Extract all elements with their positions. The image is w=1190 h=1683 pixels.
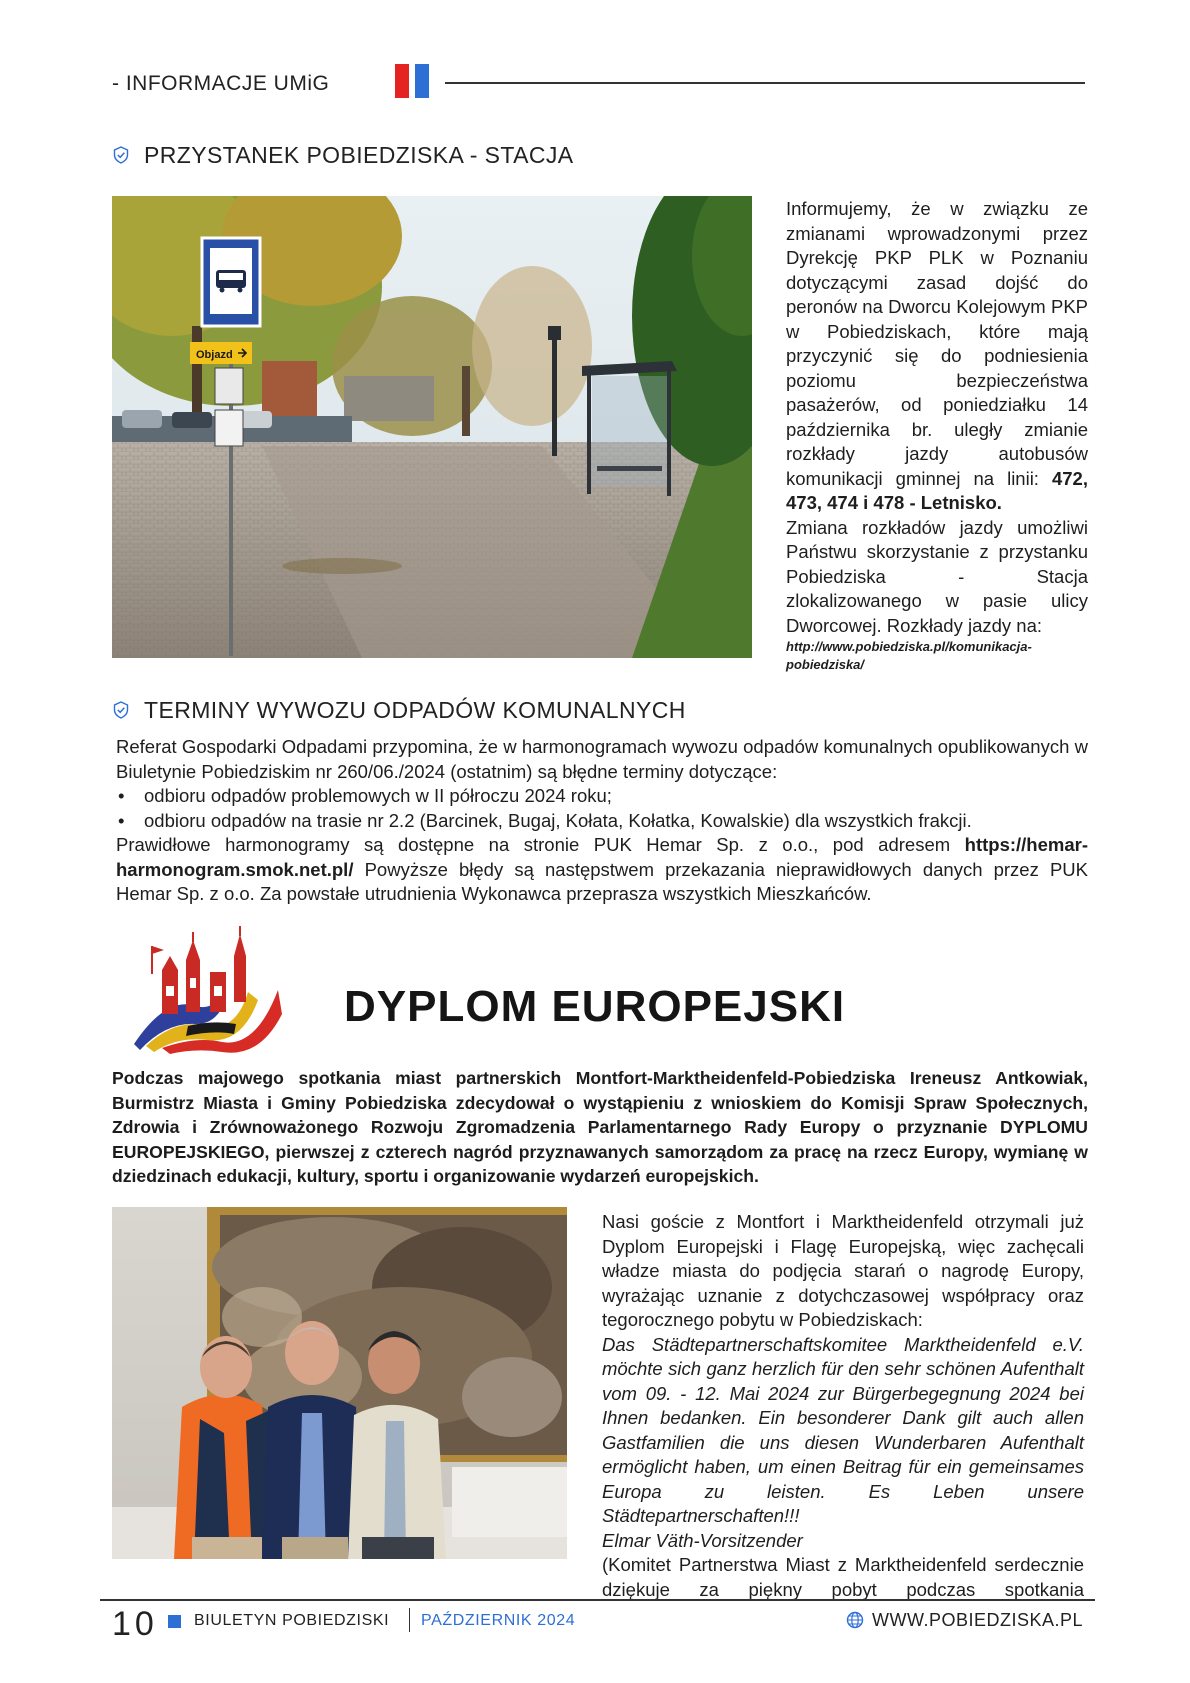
- lead-text: Podczas majowego spotkania miast partnerskich Montfort-Marktheidenfeld-Pobiedziska Ireneusz Antkowiak, Burmistrz Miasta i Gminy Pobiedziska zdecydował o wystąpieniu z wnioskiem do Komisji Spraw Społecznych, Zdrowia i Zrównoważonego Rozwoju Zgromadzenia Parlamentarnego Rady Europy o przyznanie DYPLOMU EUROPEJSKIEGO, pierwszej z czterech nagród przyznawanych samorządom za pracę na rzecz Europy, wymianę w dziedzinach edukacji, kultury, sportu i organizowanie wydarzeń europejskich.: [112, 1068, 1088, 1186]
- guests-para2: (Komitet Partnerstwa Miast z Marktheidenfeld serdecznie dziękuje za piękny pobyt podczas spotkania: [602, 1554, 1084, 1600]
- globe-icon: [846, 1611, 864, 1629]
- section-heading-odpady: [112, 697, 912, 727]
- waste-intro: Referat Gospodarki Odpadami przypomina, że w harmonogramach wywozu odpadów komunalnych opublikowanych w Biuletynie Pobiedziskim nr 260/06./2024 (ostatnim) są błędne terminy dotyczące:: [116, 736, 1088, 782]
- guests-para1: Nasi goście z Montfort i Marktheidenfeld otrzymali już Dyplom Europejski i Flagę Europejską, więc zachęcali władze miasta do podjęcia starań o nagrodę Europy, wyrażając uznanie z dotychczasowej współpracy oraz tegorocznego pobytu w Pobiedziskach:: [602, 1211, 1084, 1330]
- article-title: DYPLOM EUROPEJSKI: [344, 982, 846, 1031]
- waste-info-text: [116, 735, 1088, 907]
- publication-name: BIULETYN POBIEDZISKI: [194, 1612, 390, 1629]
- guests-text: [602, 1210, 1084, 1602]
- harmonogram-link[interactable]: https://hemar-harmonogram.smok.net.pl/: [116, 834, 1088, 880]
- partner-cities-logo: [126, 926, 284, 1054]
- list-item: • odbioru odpadów na trasie nr 2.2 (Barcinek, Bugaj, Kołata, Kołatka, Kowalskie) dla wszystkich frakcji.: [116, 809, 1088, 834]
- letter-signature: Elmar Väth-Vorsitzender: [602, 1529, 803, 1551]
- website-link[interactable]: WWW.POBIEDZISKA.PL: [872, 1610, 1084, 1630]
- bus-lines: 472, 473, 474 i 478 - Letnisko.: [786, 467, 1088, 513]
- waste-outro-a: Prawidłowe harmonogramy są dostępne na stronie PUK Hemar Sp. z o.o., pod adresem: [116, 834, 951, 855]
- list-item: • odbioru odpadów problemowych w II półroczu 2024 roku;: [116, 784, 1088, 809]
- flag-mark: [395, 64, 431, 98]
- page-number: 10: [112, 1605, 158, 1643]
- bus-info-para1: Informujemy, że w związku ze zmianami wprowadzonymi przez Dyrekcję PKP PLK w Poznaniu dotyczącymi zasad dojść do peronów na Dworcu Kolejowym PKP w Pobiedziskach, które mają przyczynić się do podniesienia poziomu bezpieczeństwa pasażerów, od poniedziałku 14 października br. uległy zmianie rozkłady jazdy autobusów komunikacji gminnej na linii:: [786, 198, 1088, 489]
- bus-info-text: [786, 197, 1088, 674]
- check-shield-icon: [112, 701, 130, 719]
- timetable-link[interactable]: http://www.pobiedziska.pl/komunikacja-pobiedziska/: [786, 639, 1032, 672]
- guests-photo: [112, 1207, 567, 1559]
- section-title: PRZYSTANEK POBIEDZISKA - STACJA: [144, 142, 574, 168]
- section-heading-przystanek: [112, 142, 812, 172]
- article-lead: [112, 1066, 1088, 1189]
- check-shield-icon: [112, 146, 130, 164]
- header-rule: [445, 82, 1085, 84]
- section-title: TERMINY WYWOZU ODPADÓW KOMUNALNYCH: [144, 697, 686, 723]
- detour-sign-label: Objazd: [196, 349, 233, 361]
- footer-rule: [100, 1599, 1095, 1601]
- waste-bullet-list: [116, 784, 1088, 833]
- footer-separator: [409, 1608, 410, 1632]
- footer-square: [168, 1615, 181, 1628]
- bus-info-para2: Zmiana rozkładów jazdy umożliwi Państwu skorzystanie z przystanku Pobiedziska - Stacja zlokalizowanego w pasie ulicy Dworcowej. Rozkłady jazdy na:: [786, 516, 1088, 636]
- german-letter: Das Städtepartnerschaftskomitee Marktheidenfeld e.V. möchte sich ganz herzlich für den sehr schönen Aufenthalt vom 09. - 12. Mai 2024 zur Bürgerbegegnung 2024 bei Ihnen bedanken. Ein besonderer Dank gilt auch allen Gastfamilien die uns diesen Wunderbaren Aufenthalt ermöglicht haben, um einen Beitrag für ein gemeinsames Europa zu leisten. Es Leben unsere Städtepartnerschaften!!!: [602, 1333, 1084, 1526]
- section-label: - INFORMACJE UMiG: [112, 72, 330, 95]
- bus-stop-photo: [112, 196, 752, 658]
- waste-outro-b: Powyższe błędy są następstwem przekazania nieprawidłowych danych przez PUK Hemar Sp. z o.o. Za powstałe utrudnienia Wykonawca przeprasza wszystkich Mieszkańców.: [116, 858, 1089, 904]
- issue-date: PAŹDZIERNIK 2024: [421, 1612, 576, 1629]
